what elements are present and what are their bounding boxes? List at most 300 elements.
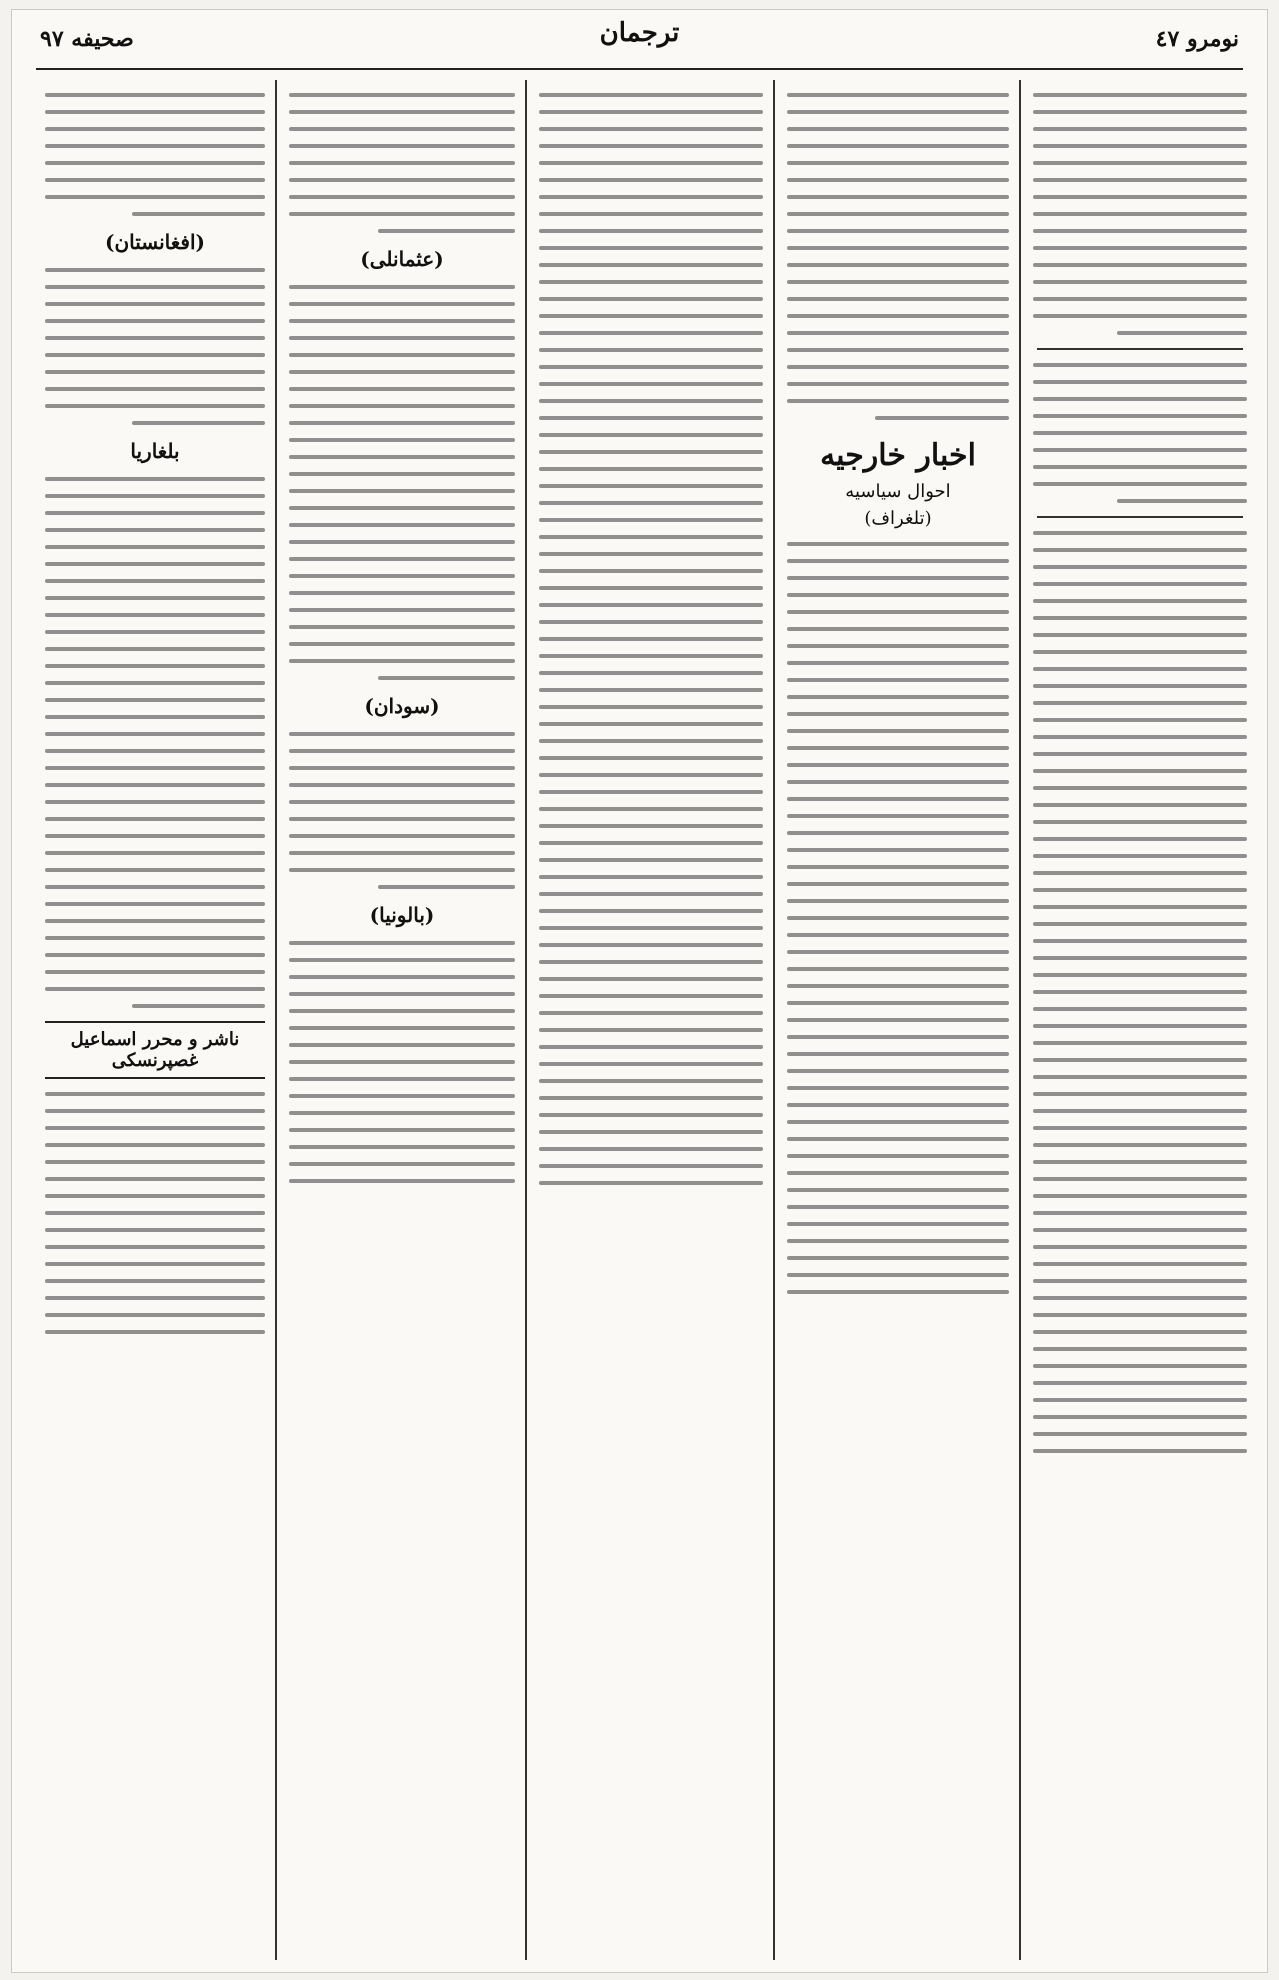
text-line-placeholder [1033, 195, 1247, 199]
text-line-placeholder [1117, 499, 1247, 503]
text-line-placeholder [45, 562, 265, 566]
text-line-placeholder [539, 212, 763, 216]
column-5 [39, 80, 271, 1960]
text-line-placeholder [787, 1137, 1009, 1141]
text-line-placeholder [289, 783, 515, 787]
text-line-placeholder [787, 593, 1009, 597]
text-line-placeholder [539, 705, 763, 709]
column-2 [781, 80, 1015, 1960]
text-line-placeholder [539, 484, 763, 488]
text-line-placeholder [289, 1077, 515, 1081]
text-line-placeholder [787, 746, 1009, 750]
text-line-placeholder [45, 1109, 265, 1113]
text-line-placeholder [289, 336, 515, 340]
header-rule [36, 68, 1243, 70]
text-line-placeholder [45, 302, 265, 306]
text-line-placeholder [289, 992, 515, 996]
text-line-placeholder [787, 763, 1009, 767]
text-line-placeholder [289, 591, 515, 595]
text-line-placeholder [539, 824, 763, 828]
column-rule [1019, 80, 1021, 1960]
text-line-placeholder [1033, 769, 1247, 773]
text-line-placeholder [1033, 1296, 1247, 1300]
text-line-placeholder [539, 535, 763, 539]
text-line-placeholder [539, 977, 763, 981]
text-line-placeholder [787, 1035, 1009, 1039]
text-line-placeholder [1033, 1177, 1247, 1181]
text-line-placeholder [787, 576, 1009, 580]
text-line-placeholder [539, 1164, 763, 1168]
text-line-placeholder [539, 1147, 763, 1151]
text-line-placeholder [539, 127, 763, 131]
text-line-placeholder [539, 399, 763, 403]
text-line-placeholder [289, 302, 515, 306]
text-line-placeholder [45, 161, 265, 165]
text-line-placeholder [539, 858, 763, 862]
text-line-placeholder [45, 800, 265, 804]
text-line-placeholder [539, 433, 763, 437]
text-line-placeholder [1033, 1398, 1247, 1402]
text-line-placeholder [289, 1026, 515, 1030]
text-line-placeholder [539, 365, 763, 369]
text-line-placeholder [1033, 531, 1247, 535]
text-line-placeholder [539, 620, 763, 624]
text-line-placeholder [1033, 616, 1247, 620]
text-line-placeholder [1033, 1109, 1247, 1113]
text-line-placeholder [1033, 1126, 1247, 1130]
text-line-placeholder [1033, 414, 1247, 418]
text-line-placeholder [539, 1113, 763, 1117]
text-line-placeholder [289, 438, 515, 442]
text-line-placeholder [289, 1094, 515, 1098]
text-line-placeholder [787, 916, 1009, 920]
text-line-placeholder [1033, 144, 1247, 148]
paper-title: ترجمان [599, 18, 680, 48]
text-line-placeholder [289, 800, 515, 804]
text-line-placeholder [787, 178, 1009, 182]
text-line-placeholder [45, 681, 265, 685]
text-line-placeholder [1033, 1143, 1247, 1147]
text-line-placeholder [45, 494, 265, 498]
ottoman-heading: (عثمانلی) [360, 247, 444, 271]
text-line-placeholder [45, 1143, 265, 1147]
text-line-placeholder [289, 868, 515, 872]
text-line-placeholder [45, 1245, 265, 1249]
text-line-placeholder [1033, 1058, 1247, 1062]
political-news-heading: احوال سیاسیه [845, 481, 951, 502]
text-line-placeholder [1033, 314, 1247, 318]
text-line-placeholder [45, 783, 265, 787]
text-line-placeholder [289, 421, 515, 425]
text-line-placeholder [539, 297, 763, 301]
text-line-placeholder [1033, 973, 1247, 977]
text-line-placeholder [289, 1179, 515, 1183]
text-line-placeholder [1033, 888, 1247, 892]
text-line-placeholder [787, 967, 1009, 971]
text-line-placeholder [45, 868, 265, 872]
text-line-placeholder [132, 421, 265, 425]
japan-heading: (بالونیا) [369, 903, 435, 927]
text-line-placeholder [289, 195, 515, 199]
text-line-placeholder [289, 557, 515, 561]
text-line-placeholder [1033, 380, 1247, 384]
text-line-placeholder [289, 1145, 515, 1149]
text-line-placeholder [539, 1062, 763, 1066]
text-line-placeholder [539, 229, 763, 233]
text-line-placeholder [289, 404, 515, 408]
text-line-placeholder [787, 933, 1009, 937]
text-line-placeholder [539, 892, 763, 896]
text-line-placeholder [787, 280, 1009, 284]
text-line-placeholder [787, 1290, 1009, 1294]
text-line-placeholder [45, 1330, 265, 1334]
text-line-placeholder [787, 831, 1009, 835]
text-line-placeholder [45, 902, 265, 906]
text-line-placeholder [1033, 1092, 1247, 1096]
text-line-placeholder [1033, 127, 1247, 131]
foreign-news-masthead: اخبار خارجیه [820, 438, 976, 473]
text-line-placeholder [787, 331, 1009, 335]
text-line-placeholder [45, 596, 265, 600]
text-line-placeholder [1033, 854, 1247, 858]
text-line-placeholder [45, 387, 265, 391]
text-line-placeholder [45, 127, 265, 131]
text-line-placeholder [1033, 548, 1247, 552]
text-line-placeholder [1033, 990, 1247, 994]
text-line-placeholder [539, 467, 763, 471]
text-line-placeholder [45, 285, 265, 289]
text-line-placeholder [45, 1313, 265, 1317]
text-line-placeholder [539, 773, 763, 777]
text-line-placeholder [1033, 1364, 1247, 1368]
newspaper-page [12, 10, 1267, 1972]
text-line-placeholder [45, 970, 265, 974]
text-line-placeholder [45, 353, 265, 357]
text-line-placeholder [539, 246, 763, 250]
text-line-placeholder [787, 246, 1009, 250]
text-line-placeholder [1033, 1075, 1247, 1079]
text-line-placeholder [1033, 229, 1247, 233]
text-line-placeholder [289, 540, 515, 544]
text-line-placeholder [45, 144, 265, 148]
column-3 [533, 80, 769, 1960]
text-line-placeholder [539, 722, 763, 726]
text-line-placeholder [539, 382, 763, 386]
text-line-placeholder [1033, 1415, 1247, 1419]
text-line-placeholder [289, 732, 515, 736]
text-line-placeholder [1033, 1313, 1247, 1317]
text-line-placeholder [539, 671, 763, 675]
text-line-placeholder [1033, 1330, 1247, 1334]
section-divider [1037, 516, 1243, 518]
text-line-placeholder [45, 1228, 265, 1232]
text-line-placeholder [1033, 246, 1247, 250]
text-line-placeholder [539, 1045, 763, 1049]
text-line-placeholder [289, 851, 515, 855]
text-line-placeholder [1033, 1160, 1247, 1164]
afghanistan-heading: (افغانستان) [104, 230, 205, 254]
column-1 [1027, 80, 1253, 1960]
text-line-placeholder [45, 851, 265, 855]
text-line-placeholder [289, 975, 515, 979]
text-line-placeholder [289, 1162, 515, 1166]
text-line-placeholder [1033, 178, 1247, 182]
text-line-placeholder [45, 404, 265, 408]
text-line-placeholder [1033, 871, 1247, 875]
text-line-placeholder [539, 518, 763, 522]
text-line-placeholder [289, 766, 515, 770]
text-line-placeholder [539, 603, 763, 607]
text-line-placeholder [289, 127, 515, 131]
text-line-placeholder [539, 943, 763, 947]
text-line-placeholder [45, 110, 265, 114]
text-line-placeholder [1033, 1041, 1247, 1045]
text-line-placeholder [378, 676, 515, 680]
publisher-line: ناشر و محرر اسماعیل غصپرنسکی [45, 1021, 265, 1079]
text-line-placeholder [1033, 280, 1247, 284]
text-line-placeholder [539, 909, 763, 913]
text-line-placeholder [45, 630, 265, 634]
text-line-placeholder [787, 712, 1009, 716]
text-line-placeholder [787, 399, 1009, 403]
text-line-placeholder [1033, 431, 1247, 435]
text-line-placeholder [289, 1111, 515, 1115]
text-line-placeholder [787, 1018, 1009, 1022]
text-line-placeholder [289, 958, 515, 962]
text-line-placeholder [539, 994, 763, 998]
text-line-placeholder [787, 365, 1009, 369]
text-line-placeholder [1033, 752, 1247, 756]
text-line-placeholder [787, 1205, 1009, 1209]
text-line-placeholder [1033, 482, 1247, 486]
text-line-placeholder [539, 1181, 763, 1185]
text-line-placeholder [45, 1160, 265, 1164]
column-4 [283, 80, 521, 1960]
text-line-placeholder [787, 314, 1009, 318]
text-line-placeholder [787, 848, 1009, 852]
text-line-placeholder [539, 280, 763, 284]
text-line-placeholder [1033, 397, 1247, 401]
text-line-placeholder [289, 178, 515, 182]
text-line-placeholder [787, 780, 1009, 784]
text-line-placeholder [45, 953, 265, 957]
text-line-placeholder [45, 664, 265, 668]
text-line-placeholder [289, 212, 515, 216]
text-line-placeholder [45, 370, 265, 374]
text-line-placeholder [45, 528, 265, 532]
text-line-placeholder [1033, 1432, 1247, 1436]
text-line-placeholder [289, 387, 515, 391]
text-line-placeholder [787, 1086, 1009, 1090]
text-line-placeholder [45, 834, 265, 838]
text-line-placeholder [289, 574, 515, 578]
text-line-placeholder [1033, 212, 1247, 216]
text-line-placeholder [787, 661, 1009, 665]
text-line-placeholder [1033, 837, 1247, 841]
text-line-placeholder [45, 647, 265, 651]
text-line-placeholder [289, 817, 515, 821]
column-rule [275, 80, 277, 1960]
section-divider [1037, 348, 1243, 350]
text-line-placeholder [1033, 1211, 1247, 1215]
text-line-placeholder [289, 834, 515, 838]
text-line-placeholder [1033, 820, 1247, 824]
text-line-placeholder [787, 610, 1009, 614]
text-line-placeholder [289, 1009, 515, 1013]
text-line-placeholder [45, 1177, 265, 1181]
text-line-placeholder [1033, 1228, 1247, 1232]
text-line-placeholder [45, 885, 265, 889]
text-line-placeholder [787, 110, 1009, 114]
text-line-placeholder [289, 506, 515, 510]
page-label: صحیفه ۹۷ [40, 26, 134, 52]
text-line-placeholder [289, 1043, 515, 1047]
text-line-placeholder [1033, 582, 1247, 586]
text-line-placeholder [539, 450, 763, 454]
text-line-placeholder [787, 1239, 1009, 1243]
text-line-placeholder [787, 1171, 1009, 1175]
text-line-placeholder [45, 766, 265, 770]
text-line-placeholder [539, 314, 763, 318]
text-line-placeholder [539, 161, 763, 165]
text-line-placeholder [1033, 718, 1247, 722]
text-line-placeholder [539, 960, 763, 964]
text-line-placeholder [289, 941, 515, 945]
text-line-placeholder [289, 1128, 515, 1132]
text-line-placeholder [289, 353, 515, 357]
text-line-placeholder [539, 195, 763, 199]
text-line-placeholder [787, 695, 1009, 699]
text-line-placeholder [289, 625, 515, 629]
text-line-placeholder [45, 1279, 265, 1283]
text-line-placeholder [539, 93, 763, 97]
text-line-placeholder [787, 195, 1009, 199]
text-line-placeholder [45, 698, 265, 702]
sudan-heading: (سودان) [364, 694, 440, 718]
text-line-placeholder [1033, 803, 1247, 807]
text-line-placeholder [289, 285, 515, 289]
text-line-placeholder [45, 936, 265, 940]
text-line-placeholder [289, 749, 515, 753]
text-line-placeholder [45, 749, 265, 753]
text-line-placeholder [1033, 297, 1247, 301]
column-rule [525, 80, 527, 1960]
text-line-placeholder [45, 919, 265, 923]
text-line-placeholder [45, 1262, 265, 1266]
text-line-placeholder [539, 1079, 763, 1083]
issue-label: نومرو ٤٧ [1155, 26, 1239, 52]
text-line-placeholder [45, 93, 265, 97]
text-line-placeholder [1033, 1449, 1247, 1453]
text-line-placeholder [539, 416, 763, 420]
text-line-placeholder [1033, 448, 1247, 452]
text-line-placeholder [787, 127, 1009, 131]
text-line-placeholder [289, 489, 515, 493]
text-line-placeholder [45, 195, 265, 199]
text-line-placeholder [539, 501, 763, 505]
text-line-placeholder [289, 370, 515, 374]
text-line-placeholder [1033, 922, 1247, 926]
text-line-placeholder [539, 688, 763, 692]
text-line-placeholder [539, 790, 763, 794]
text-line-placeholder [1033, 939, 1247, 943]
text-line-placeholder [1033, 701, 1247, 705]
text-line-placeholder [539, 1011, 763, 1015]
text-line-placeholder [289, 608, 515, 612]
text-line-placeholder [539, 841, 763, 845]
text-line-placeholder [539, 348, 763, 352]
text-line-placeholder [1033, 650, 1247, 654]
text-line-placeholder [539, 1096, 763, 1100]
text-line-placeholder [787, 1273, 1009, 1277]
text-line-placeholder [787, 797, 1009, 801]
text-line-placeholder [787, 382, 1009, 386]
text-line-placeholder [787, 1001, 1009, 1005]
text-line-placeholder [539, 739, 763, 743]
text-line-placeholder [45, 1194, 265, 1198]
text-line-placeholder [787, 229, 1009, 233]
text-line-placeholder [45, 545, 265, 549]
text-line-placeholder [787, 950, 1009, 954]
text-line-placeholder [875, 416, 1009, 420]
text-line-placeholder [787, 93, 1009, 97]
text-line-placeholder [45, 268, 265, 272]
text-line-placeholder [787, 348, 1009, 352]
text-line-placeholder [289, 472, 515, 476]
text-line-placeholder [539, 1130, 763, 1134]
text-line-placeholder [787, 263, 1009, 267]
text-line-placeholder [45, 1126, 265, 1130]
text-line-placeholder [1033, 1347, 1247, 1351]
text-line-placeholder [1033, 1007, 1247, 1011]
text-line-placeholder [1033, 465, 1247, 469]
text-line-placeholder [539, 144, 763, 148]
bulgaria-heading: بلغاریا [130, 439, 180, 463]
text-line-placeholder [1033, 633, 1247, 637]
text-line-placeholder [1033, 905, 1247, 909]
text-line-placeholder [787, 161, 1009, 165]
text-line-placeholder [1033, 93, 1247, 97]
text-line-placeholder [787, 678, 1009, 682]
text-line-placeholder [289, 161, 515, 165]
telegraph-heading: (تلغراف) [864, 508, 932, 529]
text-line-placeholder [787, 559, 1009, 563]
text-line-placeholder [539, 331, 763, 335]
text-line-placeholder [787, 144, 1009, 148]
text-line-placeholder [45, 319, 265, 323]
text-line-placeholder [1033, 735, 1247, 739]
text-line-placeholder [289, 1060, 515, 1064]
text-line-placeholder [539, 926, 763, 930]
text-line-placeholder [539, 552, 763, 556]
text-line-placeholder [289, 93, 515, 97]
text-line-placeholder [289, 144, 515, 148]
text-line-placeholder [1033, 110, 1247, 114]
text-line-placeholder [787, 882, 1009, 886]
text-line-placeholder [539, 178, 763, 182]
text-line-placeholder [787, 1256, 1009, 1260]
text-line-placeholder [378, 229, 515, 233]
text-line-placeholder [1033, 1194, 1247, 1198]
text-line-placeholder [378, 885, 515, 889]
text-line-placeholder [787, 1188, 1009, 1192]
text-line-placeholder [1033, 363, 1247, 367]
text-line-placeholder [45, 987, 265, 991]
text-line-placeholder [1033, 956, 1247, 960]
text-line-placeholder [1033, 1262, 1247, 1266]
text-line-placeholder [787, 627, 1009, 631]
text-line-placeholder [787, 899, 1009, 903]
